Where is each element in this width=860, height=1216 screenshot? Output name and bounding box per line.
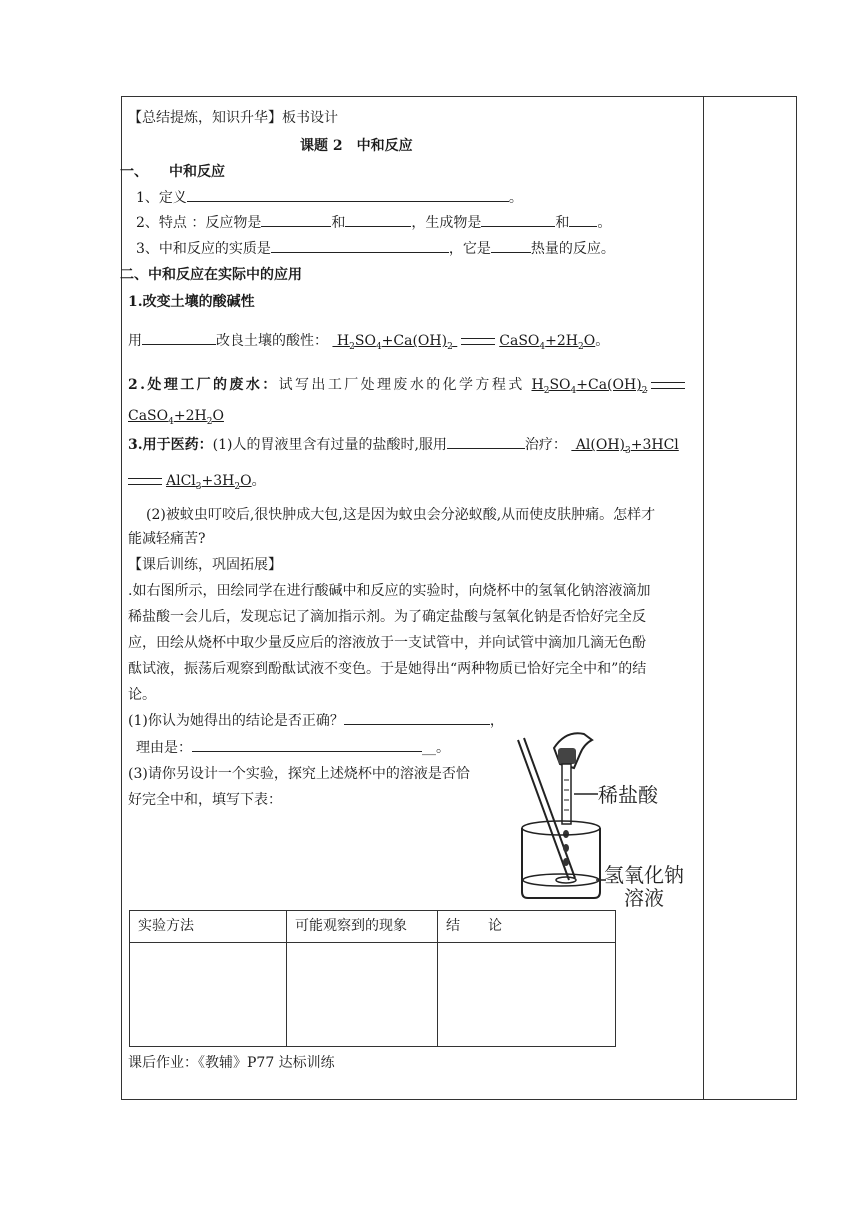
blank-medicine[interactable]	[447, 434, 525, 449]
beaker-dropper-figure	[514, 730, 704, 908]
acid-label: 稀盐酸	[598, 783, 658, 807]
heading-applications: 二、中和反应在实际中的应用	[120, 267, 302, 283]
blank-soil[interactable]	[142, 330, 216, 345]
blank-product-2[interactable]	[569, 212, 597, 227]
dropper-tube-icon	[562, 764, 571, 824]
reason-end: __。	[422, 740, 450, 756]
medicine-text	[128, 434, 679, 456]
soil-equation: $H_2SO_4+Ca(OH)_2$	[332, 333, 453, 352]
equals-sign	[128, 478, 162, 485]
mosquito-line1: (2)被蚊虫叮咬后,很快肿成大包,这是因为蚊虫会分泌蚁酸,从而使皮肤肿痛。怎样才	[146, 507, 656, 523]
blank-reactant-2[interactable]	[345, 212, 411, 227]
heading-wastewater: 2.处理工厂的废水：	[128, 377, 279, 393]
problem-line: .如右图所示，田绘同学在进行酸碱中和反应的实验时，向烧杯中的氢氧化钠溶液滴加	[128, 583, 651, 599]
wastewater-text	[128, 374, 689, 396]
item-features	[136, 212, 611, 232]
dropper-bulb-icon	[558, 748, 576, 764]
question-3-line1: (3)请你另设计一个实验，探究上述烧杯中的溶液是否恰	[128, 766, 470, 782]
heading-medicine: 3.用于医药：	[128, 437, 213, 453]
features-product-label: ，生成物是	[411, 215, 482, 231]
soil-text: 用 改良土壤的酸性： $H_2SO_4+Ca(OH)_2$ $CaSO_4+2H_2O$。	[128, 330, 609, 352]
question-3-line2: 好完全中和，填写下表：	[128, 792, 282, 808]
soil-use: 用	[128, 333, 142, 349]
features-and-1: 和	[331, 215, 346, 231]
column-divider	[703, 96, 704, 1100]
base-label-2: 溶液	[624, 886, 664, 908]
practice-header: 【课后训练，巩固拓展】	[128, 557, 282, 573]
blank-reason[interactable]	[192, 737, 422, 752]
question-1-end: ，	[489, 713, 504, 729]
medicine-equation: $Al(OH)_3+3HCl$	[571, 437, 679, 456]
soil-desc: 改良土壤的酸性：	[216, 333, 328, 349]
cell-conclusion[interactable]	[438, 943, 616, 1047]
drop-icon	[563, 858, 569, 866]
equals-sign	[651, 382, 685, 389]
experiment-table	[129, 910, 616, 1047]
wastewater-equation-products: $CaSO_4+2H_2O$	[128, 408, 224, 427]
table-header-row	[130, 911, 616, 943]
header-observation: 可能观察到的现象	[287, 911, 438, 943]
medicine-equation-products: $AlCl_3+3H_2O$	[166, 473, 252, 492]
blank-product-1[interactable]	[481, 212, 555, 227]
medicine-treat: 治疗：	[524, 437, 567, 453]
blank-essence[interactable]	[271, 238, 449, 253]
blank-q1-answer[interactable]	[344, 710, 490, 725]
item-essence	[136, 238, 615, 258]
cell-method[interactable]	[130, 943, 287, 1047]
definition-label: 1、定义	[136, 190, 187, 206]
drop-icon	[563, 830, 569, 838]
cell-observation[interactable]	[287, 943, 438, 1047]
wastewater-equation: $H_2SO_4+Ca(OH)_2$	[531, 377, 648, 396]
table-row	[130, 943, 616, 1047]
question-1-text: (1)你认为她得出的结论是否正确？	[128, 713, 344, 729]
header-method: 实验方法	[130, 911, 287, 943]
mosquito-line2: 能减轻痛苦?	[128, 531, 206, 547]
blank-definition[interactable]	[187, 187, 509, 202]
base-label-1: 氢氧化钠	[604, 863, 684, 887]
header-conclusion: 结 论	[438, 911, 616, 943]
features-and-2: 和	[555, 215, 570, 231]
question-1-reason	[136, 737, 450, 757]
problem-line: 酞试液，振荡后观察到酚酞试液不变色。于是她得出“两种物质已恰好完全中和”的结	[128, 661, 647, 677]
blank-reactant-1[interactable]	[261, 212, 331, 227]
blank-heat[interactable]	[491, 238, 531, 253]
solution-surface	[523, 874, 599, 886]
soil-equation-products: $CaSO_4+2H_2O$	[499, 333, 596, 352]
problem-line: 应，田绘从烧杯中取少量反应后的溶液放于一支试管中，并向试管中滴加几滴无色酚	[128, 635, 646, 651]
beaker-rim	[522, 821, 600, 835]
definition-end: 。	[508, 190, 523, 206]
essence-mid: ，它是	[448, 241, 491, 257]
essence-label: 3、中和反应的实质是	[136, 241, 271, 257]
drop-icon	[563, 844, 569, 852]
medicine-desc: (1)人的胃液里含有过量的盐酸时,服用	[212, 437, 447, 453]
features-label: 2、特点 ：反应物是	[136, 215, 262, 231]
problem-line: 论。	[128, 687, 156, 703]
ripple-icon	[556, 877, 576, 883]
medicine-equation-line2: $AlCl_3+3H_2O$。	[128, 470, 266, 492]
lesson-title: 课题 2 中和反应	[300, 138, 413, 154]
reason-label: 理由是：	[136, 740, 192, 756]
equals-sign	[461, 338, 495, 345]
item-definition	[136, 187, 523, 207]
wastewater-desc: 试写出工厂处理废水的化学方程式	[278, 377, 525, 393]
heading-soil: 1.改变土壤的酸碱性	[128, 294, 255, 310]
problem-line: 稀盐酸一会儿后，发现忘记了滴加指示剂。为了确定盐酸与氢氧化钠是否恰好完全反	[128, 609, 646, 625]
question-1	[128, 710, 504, 730]
homework: 课后作业：《教辅》P77 达标训练	[128, 1055, 335, 1071]
features-end: 。	[597, 215, 612, 231]
essence-end: 热量的反应。	[530, 241, 615, 257]
section-header: 【总结提炼，知识升华】板书设计	[128, 110, 338, 126]
heading-neutralization: 一、 中和反应	[120, 164, 225, 180]
